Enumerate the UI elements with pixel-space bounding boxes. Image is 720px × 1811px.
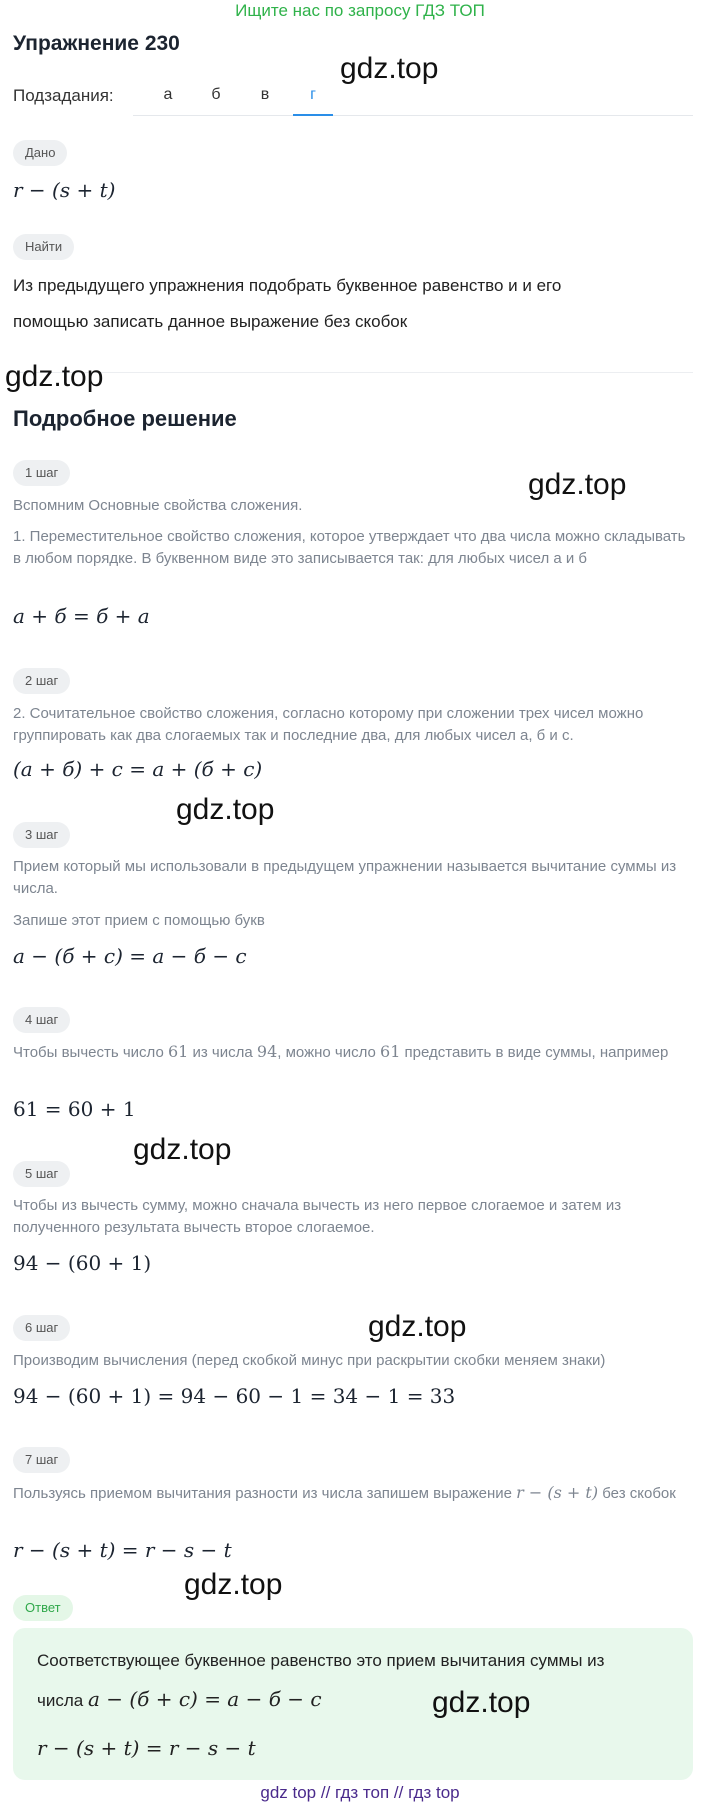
subtasks-label: Подзадания: xyxy=(13,86,114,105)
find-text-line1: Из предыдущего упражнения подобрать буквенное равенство и и его xyxy=(13,276,562,295)
section-divider xyxy=(13,372,693,373)
step-3-text: Прием который мы использовали в предыдущем упражнении называется вычитание суммы из числа. xyxy=(13,858,677,897)
step-5-formula: 94 − (60 + 1) xyxy=(13,1251,152,1275)
footer-separator: // xyxy=(316,1783,336,1802)
answer-badge: Ответ xyxy=(13,1595,73,1621)
step-5-badge: 5 шаг xyxy=(13,1161,70,1187)
answer-line2: числа а − (б + с) = а − б − с xyxy=(37,1687,322,1711)
step-2-text: 2. Сочитательное свойство сложения, согласно которому при сложении трех чисел можно группировать как два слогаемых так и последние два, для любых чисел а, б и с. xyxy=(13,705,644,744)
given-badge: Дано xyxy=(13,140,67,166)
find-text-line2: помощью записать данное выражение без скобок xyxy=(13,312,408,331)
step-4-badge: 4 шаг xyxy=(13,1007,70,1033)
tab-g[interactable]: г xyxy=(293,86,333,116)
watermark: gdz.top xyxy=(432,1686,531,1719)
watermark: gdz.top xyxy=(5,360,104,393)
footer-separator: // xyxy=(389,1783,409,1802)
solution-title: Подробное решение xyxy=(13,406,237,431)
step-7-formula: r − (s + t) = r − s − t xyxy=(13,1538,232,1562)
footer-links xyxy=(0,1783,720,1803)
step-4-formula: 61 = 60 + 1 xyxy=(13,1097,136,1121)
step-5-text: Чтобы из вычесть сумму, можно сначала вычесть из него первое слогаемое и затем из полученного результата вычесть второе слогаемое. xyxy=(13,1197,622,1236)
tab-b[interactable]: б xyxy=(211,86,221,103)
step-4-text: Чтобы вычесть число 61 из числа 94, можно число 61 представить в виде суммы, например xyxy=(13,1042,669,1061)
answer-formula: r − (s + t) = r − s − t xyxy=(37,1736,256,1760)
tab-a[interactable]: а xyxy=(163,86,173,103)
page-title: Упражнение 230 xyxy=(13,32,180,55)
find-badge: Найти xyxy=(13,234,74,260)
step-6-formula: 94 − (60 + 1) = 94 − 60 − 1 = 34 − 1 = 33 xyxy=(13,1384,456,1408)
watermark: gdz.top xyxy=(184,1568,283,1601)
step-3-formula: а − (б + с) = а − б − с xyxy=(13,944,247,968)
step-1-formula: а + б = б + а xyxy=(13,604,150,628)
footer-link-gdz-top[interactable]: gdz top xyxy=(260,1783,317,1802)
tab-v[interactable]: в xyxy=(260,86,270,103)
step-1-intro: Вспомним Основные свойства сложения. xyxy=(13,497,303,514)
step-1-badge: 1 шаг xyxy=(13,460,70,486)
step-3-badge: 3 шаг xyxy=(13,822,70,848)
step-6-badge: 6 шаг xyxy=(13,1315,70,1341)
given-expression: r − (s + t) xyxy=(13,178,116,202)
step-3-text2: Запише этот прием с помощью букв xyxy=(13,912,265,929)
step-2-badge: 2 шаг xyxy=(13,668,70,694)
footer-link-gdz-top-ru[interactable]: гдз топ xyxy=(335,1783,390,1802)
watermark: gdz.top xyxy=(133,1133,232,1166)
step-7-badge: 7 шаг xyxy=(13,1447,70,1473)
step-2-formula: (а + б) + с = а + (б + с) xyxy=(13,757,263,781)
watermark: gdz.top xyxy=(176,793,275,826)
answer-line1: Соответствующее буквенное равенство это прием вычитания суммы из xyxy=(37,1651,605,1670)
step-6-text: Производим вычисления (перед скобкой минус при раскрытии скобки меняем знаки) xyxy=(13,1352,606,1369)
footer-link-gdz-top-mixed[interactable]: гдз top xyxy=(408,1783,460,1802)
watermark: gdz.top xyxy=(340,52,439,85)
step-7-text: Пользуясь приемом вычитания разности из числа запишем выражение r − (s + t) без скобок xyxy=(13,1483,676,1502)
search-banner: Ищите нас по запросу ГДЗ ТОП xyxy=(235,1,485,20)
step-1-text: 1. Переместительное свойство сложения, которое утверждает что два числа можно складывать в любом порядке. В буквенном виде это записывается так: для любых чисел а и б xyxy=(13,528,686,567)
watermark: gdz.top xyxy=(528,468,627,501)
watermark: gdz.top xyxy=(368,1310,467,1343)
answer-box xyxy=(13,1628,693,1780)
